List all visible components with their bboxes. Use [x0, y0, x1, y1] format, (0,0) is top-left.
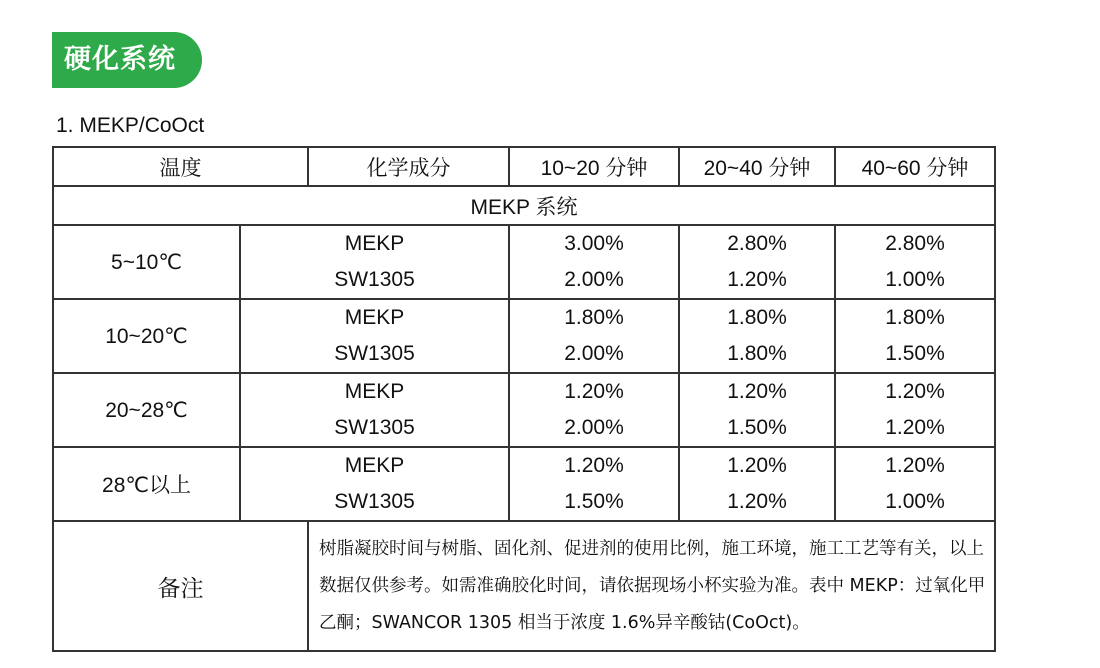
value-cell: 1.20% — [835, 410, 995, 447]
header-chemical: 化学成分 — [308, 147, 509, 186]
section-title: 硬化系统 — [64, 44, 176, 75]
value-cell: 2.00% — [509, 336, 679, 373]
value-cell: 1.80% — [509, 299, 679, 336]
value-cell: 1.20% — [835, 373, 995, 410]
value-cell: 1.20% — [835, 447, 995, 484]
value-cell: 1.80% — [835, 299, 995, 336]
value-cell: 2.80% — [835, 225, 995, 262]
note-label: 备注 — [53, 521, 308, 651]
note-text: 树脂凝胶时间与树脂、固化剂、促进剂的使用比例，施工环境，施工工艺等有关，以上数据仅供参考。如需准确胶化时间，请依据现场小杯实验为准。表中 MEKP：过氧化甲乙酮；SWANCOR 1305 相当于浓度 1.6%异辛酸钴(CoOct)。 — [308, 521, 995, 651]
value-cell: 1.20% — [679, 262, 835, 299]
value-cell: 1.50% — [509, 484, 679, 521]
table-row — [53, 225, 995, 262]
header-40-60: 40~60 分钟 — [835, 147, 995, 186]
note-row — [53, 521, 995, 651]
value-cell: 2.80% — [679, 225, 835, 262]
chem-cell: SW1305 — [240, 410, 509, 447]
section-row — [53, 186, 995, 225]
value-cell: 1.20% — [509, 447, 679, 484]
value-cell: 1.20% — [679, 373, 835, 410]
temp-cell: 20~28℃ — [53, 373, 240, 447]
temp-cell: 5~10℃ — [53, 225, 240, 299]
value-cell: 3.00% — [509, 225, 679, 262]
header-10-20: 10~20 分钟 — [509, 147, 679, 186]
section-label: MEKP 系统 — [53, 186, 995, 225]
header-20-40: 20~40 分钟 — [679, 147, 835, 186]
temp-cell: 10~20℃ — [53, 299, 240, 373]
subsection-heading: 1. MEKP/CoOct — [56, 114, 205, 137]
value-cell: 1.20% — [679, 484, 835, 521]
chem-cell: SW1305 — [240, 336, 509, 373]
value-cell: 1.20% — [679, 447, 835, 484]
chem-cell: MEKP — [240, 225, 509, 262]
table-row — [53, 447, 995, 484]
value-cell: 1.80% — [679, 336, 835, 373]
curing-system-table — [52, 146, 996, 652]
value-cell: 2.00% — [509, 262, 679, 299]
value-cell: 1.50% — [679, 410, 835, 447]
table-row — [53, 299, 995, 336]
value-cell: 1.50% — [835, 336, 995, 373]
chem-cell: MEKP — [240, 299, 509, 336]
chem-cell: SW1305 — [240, 484, 509, 521]
value-cell: 1.80% — [679, 299, 835, 336]
header-row — [53, 147, 995, 186]
value-cell: 1.00% — [835, 262, 995, 299]
section-title-badge — [52, 32, 202, 88]
table-row — [53, 373, 995, 410]
chem-cell: SW1305 — [240, 262, 509, 299]
temp-cell: 28℃以上 — [53, 447, 240, 521]
chem-cell: MEKP — [240, 373, 509, 410]
header-temperature: 温度 — [53, 147, 308, 186]
chem-cell: MEKP — [240, 447, 509, 484]
value-cell: 1.00% — [835, 484, 995, 521]
value-cell: 2.00% — [509, 410, 679, 447]
value-cell: 1.20% — [509, 373, 679, 410]
